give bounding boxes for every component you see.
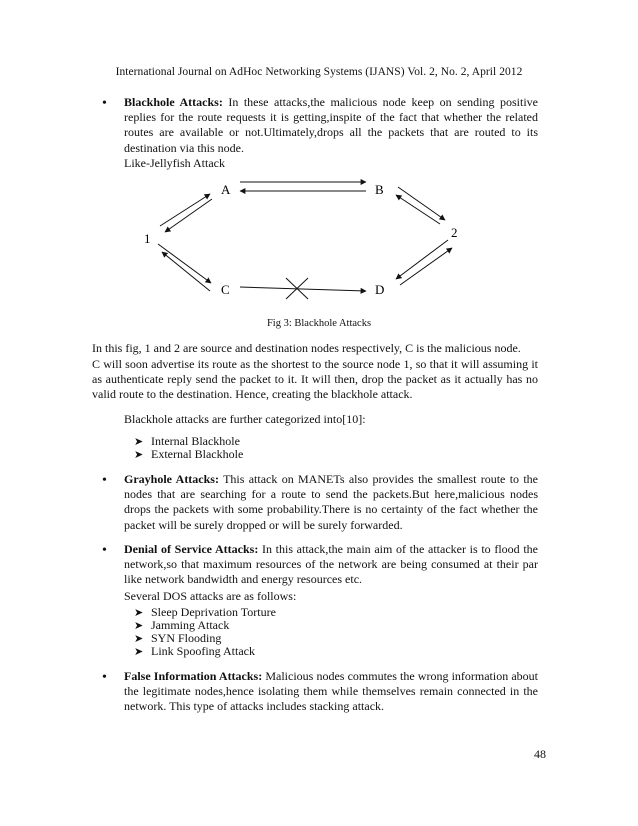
edge-d-to-2 — [400, 248, 452, 285]
false-info-text: Malicious nodes commutes the wrong information about the legitimate nodes,hence isolating them while themselves remain connected in the network. This type of attacks includes stacking attack. — [124, 669, 538, 714]
blackhole-title: Blackhole Attacks: — [124, 95, 223, 109]
node-2-label: 2 — [451, 225, 458, 240]
edge-b-to-2 — [398, 187, 445, 220]
node-1-label: 1 — [144, 231, 151, 246]
explanation-paragraph: C will soon advertise its route as the shortest to the source node 1, so that it will assuming it as authenticate reply send the packet to it. It will then, drop the packet as it actually has no valid route to the destination. Hence, creating the blackhole attack. — [92, 357, 538, 402]
arrow-bullet-icon: ➤ — [134, 436, 144, 448]
edge-1-to-a — [160, 194, 210, 226]
explanation-line-1: In this fig, 1 and 2 are source and destination nodes respectively, C is the malicious node. — [92, 341, 521, 355]
bullet-dot: • — [102, 96, 107, 111]
arrow-bullet-icon: ➤ — [134, 633, 144, 645]
edge-2-to-d — [396, 240, 448, 279]
figure-caption: Fig 3: Blackhole Attacks — [266, 318, 372, 329]
blackhole-network-diagram — [0, 172, 638, 312]
node-c-label: C — [221, 282, 230, 297]
edge-c-to-d — [240, 287, 366, 291]
dos-item — [134, 645, 255, 659]
dos-item-label: Jamming Attack — [151, 618, 230, 632]
node-b-label: B — [375, 182, 384, 197]
category-item — [134, 448, 243, 462]
edge-2-to-b — [396, 195, 440, 224]
grayhole-title: Grayhole Attacks: — [124, 472, 219, 486]
false-info-title: False Information Attacks: — [124, 669, 263, 683]
page-number: 48 — [534, 747, 546, 761]
blackhole-text: In these attacks,the malicious node keep on sending positive replies for the route requests it is getting,inspite of the fact that whether the related routes are available or not.Ultimately,drops all the packets that are routed to its destination via this node. — [124, 95, 538, 155]
jellyfish-line: Like-Jellyfish Attack — [124, 156, 225, 170]
false-info-paragraph — [124, 669, 538, 715]
bullet-dot: • — [102, 670, 107, 685]
arrow-bullet-icon: ➤ — [134, 620, 144, 632]
arrow-bullet-icon: ➤ — [134, 646, 144, 658]
blackhole-paragraph — [124, 95, 538, 156]
dos-item-label: SYN Flooding — [151, 631, 222, 645]
arrow-bullet-icon: ➤ — [134, 607, 144, 619]
dos-paragraph — [124, 542, 538, 588]
grayhole-text: This attack on MANETs also provides the smallest route to the nodes that are searching for a route to send the packets.But here,malicious nodes drops the packets with some probability.There is no certainty of the fact whether the packet will be surely dropped or will be surely forwarded. — [124, 472, 539, 532]
arrow-bullet-icon: ➤ — [134, 449, 144, 461]
categories-intro: Blackhole attacks are further categorized into[10]: — [124, 412, 366, 426]
dos-intro: Several DOS attacks are as follows: — [124, 589, 297, 603]
category-item-label: Internal Blackhole — [151, 434, 240, 448]
dos-item-label: Link Spoofing Attack — [151, 644, 255, 658]
dos-title: Denial of Service Attacks: — [124, 542, 259, 556]
bullet-dot: • — [102, 473, 107, 488]
edge-1-to-c — [158, 244, 211, 283]
running-header: International Journal on AdHoc Networking Systems (IJANS) Vol. 2, No. 2, April 2012 — [115, 66, 523, 78]
edge-c-to-1 — [162, 252, 210, 291]
dos-item-label: Sleep Deprivation Torture — [151, 605, 276, 619]
dos-text: In this attack,the main aim of the attacker is to flood the network,so that maximum resources of the network are being consumed at their par like network bandwidth and energy resources etc. — [124, 542, 538, 587]
category-item-label: External Blackhole — [151, 447, 244, 461]
node-a-label: A — [221, 182, 231, 197]
edge-a-to-1 — [165, 199, 212, 232]
node-d-label: D — [375, 282, 385, 297]
bullet-dot: • — [102, 543, 107, 558]
grayhole-paragraph — [124, 472, 538, 533]
